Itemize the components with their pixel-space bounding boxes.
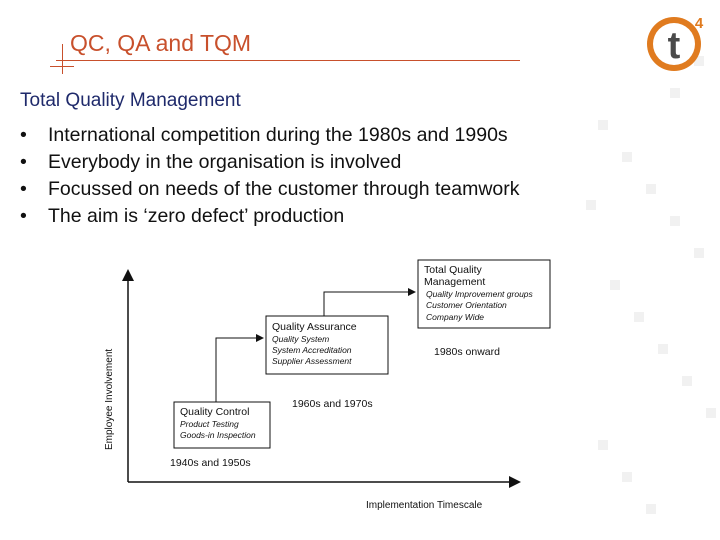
- bullet-item: [20, 176, 520, 203]
- connector-qc-qa: [216, 338, 262, 402]
- stage-item: Quality Improvement groups: [426, 289, 533, 299]
- quality-evolution-diagram: [96, 254, 556, 514]
- stage-period: 1940s and 1950s: [170, 457, 251, 469]
- bullet-item: [20, 149, 520, 176]
- slide-subtitle: Total Quality Management: [20, 90, 241, 111]
- bullet-text: Focussed on needs of the customer through teamwork: [48, 178, 520, 200]
- title-ornament-horizontal: [50, 66, 74, 67]
- stage-period: 1980s onward: [434, 346, 500, 358]
- stage-heading: Quality Assurance: [272, 321, 357, 333]
- background-pattern: [586, 56, 716, 514]
- stage-item: Customer Orientation: [426, 300, 507, 310]
- bullet-text: Everybody in the organisation is involved: [48, 151, 402, 173]
- x-axis-label: Implementation Timescale: [366, 500, 483, 511]
- stage-item: System Accreditation: [272, 345, 352, 355]
- stage-quality-assurance: [266, 316, 388, 410]
- stage-heading: Quality Control: [180, 406, 250, 418]
- bullet-dot: •: [20, 124, 27, 146]
- title-ornament-vertical: [62, 44, 63, 74]
- bullet-item: [20, 122, 520, 149]
- bullet-dot: •: [20, 151, 27, 173]
- slide-title: QC, QA and TQM: [70, 30, 252, 56]
- bullet-dot: •: [20, 178, 27, 200]
- bullet-text: International competition during the 1980s and 1990s: [48, 124, 508, 146]
- title-underline: [56, 60, 520, 61]
- stage-heading: Management: [424, 276, 486, 288]
- stage-heading: Total Quality: [424, 264, 482, 276]
- bullet-item: [20, 203, 520, 230]
- stage-total-quality-management: [418, 260, 550, 358]
- stage-item: Product Testing: [180, 419, 239, 429]
- bullet-text: The aim is ‘zero defect’ production: [48, 205, 345, 227]
- stage-item: Quality System: [272, 334, 330, 344]
- stage-period: 1960s and 1970s: [292, 398, 373, 410]
- connector-qa-tqm: [324, 292, 414, 316]
- bullet-dot: •: [20, 205, 27, 227]
- logo-superscript: 4: [694, 15, 704, 32]
- stage-quality-control: [170, 402, 270, 469]
- logo-letter: t: [667, 25, 681, 67]
- stage-item: Supplier Assessment: [272, 356, 352, 366]
- bullet-list: [20, 122, 520, 230]
- t4-logo-icon: [640, 6, 712, 78]
- stage-item: Goods-in Inspection: [180, 430, 256, 440]
- y-axis-label: Employee Involvement: [104, 348, 115, 450]
- stage-item: Company Wide: [426, 312, 485, 322]
